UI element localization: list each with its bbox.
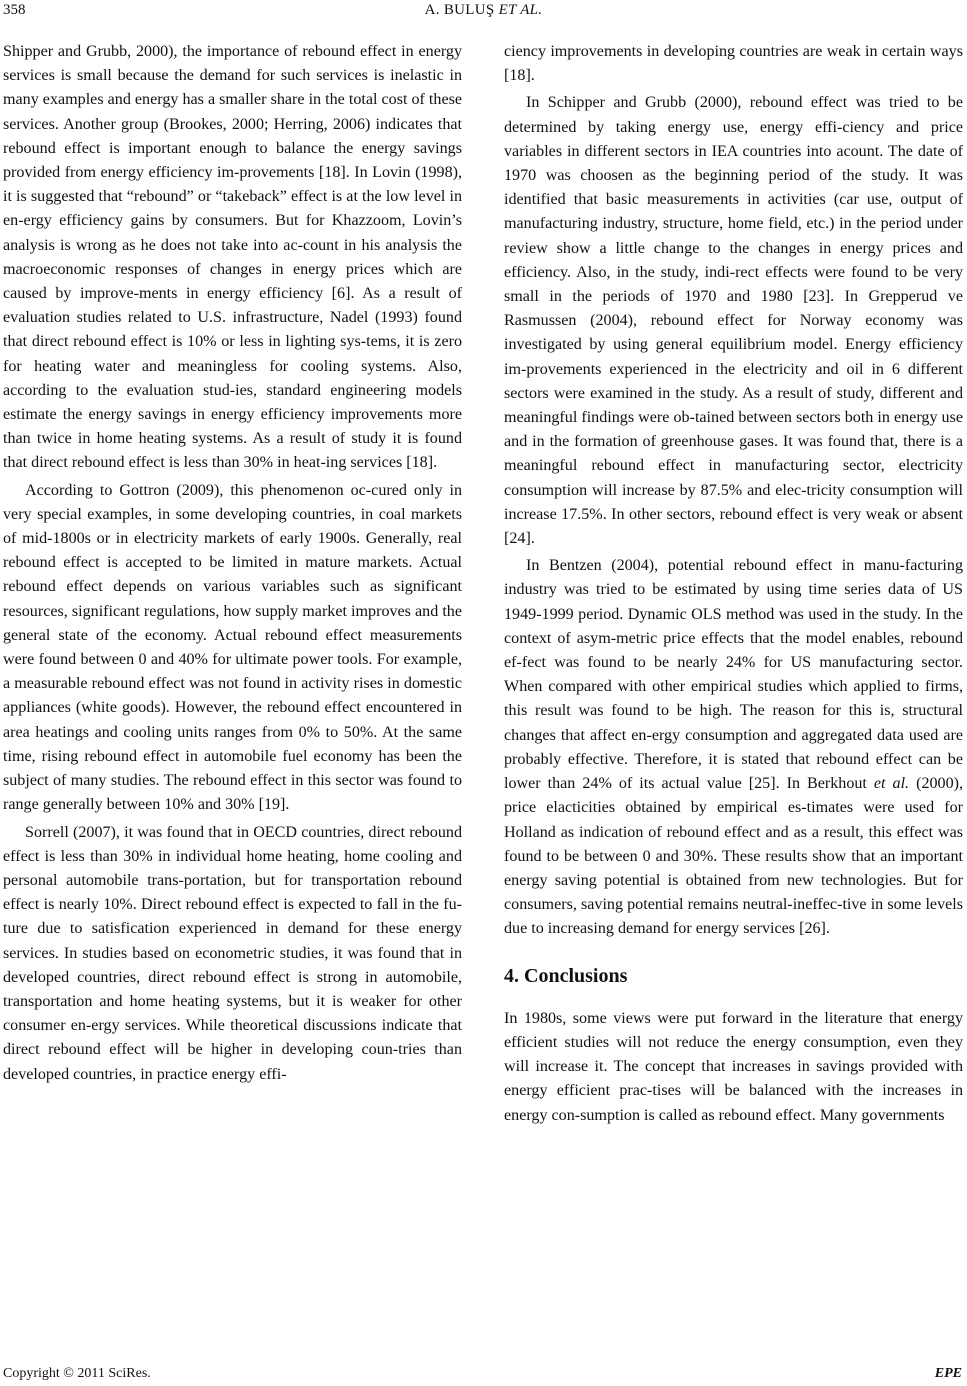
left-paragraph-1: Shipper and Grubb, 2000), the importance of rebound effect in energy services is small because the demand for such services is inelastic in many examples and energy has a smaller share in the total cost of these services. Another group (Brookes, 2000; Herring, 2006) indicates that rebound effect is important enough to balance the energy savings provided from energy efficiency im-provements [18]. In Lovin (1998), it is suggested that “rebound” or “takeback” effect is at the low level in en-ergy efficiency gains by consumers. But for Khazzoom, Lovin’s analysis is wrong as he does not take into ac-count in his analysis the macroeconomic responses of changes in energy prices which are caused by improve-ments in energy efficiency [6]. As a result of evaluation studies related to U.S. infrastructure, Nadel (1993) found that direct rebound effect is 10% or less in lighting sys-tems, it is zero for heating water and meaningless for cooling systems. Also, according to the evaluation stud-ies, standard engineering models estimate the energy savings in energy efficiency improvements more than twice in home heating systems. As a result of study it is found that direct rebound effect is less than 30% in heat-ing services [18]. xyxy=(3,43,462,472)
right-column xyxy=(504,40,963,1128)
left-paragraph-2: According to Gottron (2009), this phenomenon oc-cured only in very special examples, in some developing countries, in coal markets of mid-1800s or in electricity markets of early 1900s. Generally, real rebound effect is accepted to be limited in mature markets. Actual rebound effect depends on various variables such as significant resources, significant regulations, how supply market improves and the general state of the economy. Actual rebound effect measurements were found between 0 and 40% for ultimate power tools. For example, a measurable rebound effect was not found in activity rises in domestic appliances (white goods). However, the rebound effect encountered in area heatings and cooling units ranges from 0% to 50%. At the same time, rising rebound effect in automobile fuel economy has been the subject of many studies. The rebound effect in this sector was found to range generally between 10% and 30% [19]. xyxy=(3,481,462,814)
right-paragraph-3-text-b: (2000), price elacticities obtained by empirical es-timates were used for Holland as indication of rebound effect and as a result, this effect was found to be between 0 and 30%. These results show that an important energy saving potential is obtained from new technologies. But for consumers, saving potential remains neutral-ineffec-tive in some levels due to increasing demand for energy services [26]. xyxy=(504,775,964,938)
running-head xyxy=(0,2,967,19)
right-paragraph-3-italic: et al. xyxy=(873,775,910,793)
right-paragraph-3 xyxy=(504,554,963,941)
page-footer xyxy=(0,1360,967,1384)
right-paragraph-3-text-a: In Bentzen (2004), potential rebound effect in manu-facturing industry was tried to be estimated by using time series data of US 1949-1999 period. Dynamic OLS method was used in the study. In the context of asym-metric price effects that the model enables, rebound ef-fect was found to be nearly 24% for US manufacturing sector. When compared with other empirical studies which applied to firms, this result was found to be high. The reason for this is, structural changes that affect en-ergy consumption and aggregated data used are probably effective. Therefore, it is stated that rebound effect can be lower than 24% of its actual value [25]. In Berkhout xyxy=(504,557,963,793)
page-header xyxy=(0,0,967,24)
left-paragraph-3: Sorrell (2007), it was found that in OECD countries, direct rebound effect is less than 30% in individual home heating, home cooling and personal automobile trans-portation, but for transportation rebound effect is nearly 10%. Direct rebound effect is expected to fall in the fu-ture due to satisfication experienced in demand for these energy services. In studies based on econometric studies, it was found that in developed countries, direct rebound effect is strong in automobile, transportation and home heating systems, but it is weaker for other consumer en-ergy services. While theoretical discussions indicate that direct rebound effect will be higher in developing coun-tries than developed countries, in practice energy effi- xyxy=(3,823,462,1083)
right-paragraph-4: In 1980s, some views were put forward in the literature that energy efficient studies will not reduce the energy consumption, even they will increase it. The concept that increases in savings provided with energy efficient prac-tises will be balanced with the increases in energy con-sumption is called as rebound effect. Many governments xyxy=(504,1009,963,1124)
right-paragraph-2: In Schipper and Grubb (2000), rebound effect was tried to be determined by taking energy use, energy effi-ciency and price variables in different sectors in IEA countries into acount. The date of 1970 was choosen as the beginning period of the study. It was identified that basic measurements in activities (car use, output of manufacturing industry, structure, home field, etc.) in the period under review show a little change to the changes in energy prices and efficiency. Also, in the study, indi-rect effects were found to be very small in the periods of 1970 and 1980 [23]. In Grepperud ve Rasmussen (2004), rebound effect for Norway economy was investigated by using general equilibrium model. Energy efficiency im-provements experienced in the electricity and oil in 6 different sectors were examined in the study. As a result of study, different and meaningful findings were ob-tained between sectors both in energy use and in the formation of greenhouse gases. It was found that, there is a meaningful rebound effect in manufacturing sector, electricity consumption will increase by 87.5% and elec-tricity consumption will increase 17.5%. In other sectors, rebound effect is very weak or absent [24]. xyxy=(504,94,963,548)
left-column xyxy=(3,40,462,1087)
page-number: 358 xyxy=(3,2,26,18)
section-heading-conclusions: 4. Conclusions xyxy=(504,964,628,987)
copyright-notice: Copyright © 2011 SciRes. xyxy=(3,1366,151,1381)
running-head-author: A. BULUŞ xyxy=(424,2,495,18)
right-paragraph-1: ciency improvements in developing countries are weak in certain ways [18]. xyxy=(504,43,963,85)
running-head-et-al: ET AL. xyxy=(498,2,543,18)
journal-abbreviation: EPE xyxy=(934,1366,962,1381)
